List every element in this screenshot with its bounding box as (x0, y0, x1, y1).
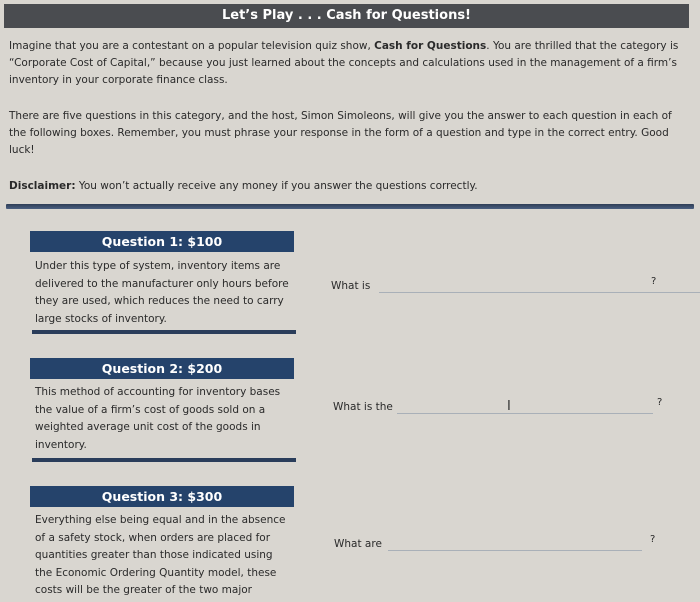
intro-text: Imagine that you are a contestant on a popular television quiz show, (9, 40, 375, 52)
answer-prompt: What are (334, 538, 382, 550)
intro-paragraph-2: There are five questions in this category, and the host, Simon Simoleons, will give you the answer to each question in each of the following boxes. Remember, you must phrase your response in the form of a question and type in the correct entry. Good luck! (9, 110, 672, 156)
page-title: Let’s Play . . . Cash for Questions! (4, 4, 689, 28)
answer-suffix: ? (650, 534, 656, 545)
answer-suffix: ? (657, 397, 663, 408)
question-1-heading: Question 1: $100 (30, 231, 294, 252)
question-1-text: Under this type of system, inventory items are delivered to the manufacturer only hours before they are used, which reduces the need to carry large stocks of inventory. (35, 260, 289, 325)
question-1-rule (32, 330, 296, 334)
answer-prompt: What is (331, 280, 371, 292)
disclaimer-text: You won’t actually receive any money if you answer the questions correctly. (75, 180, 478, 192)
question-2-rule (32, 458, 296, 462)
answer-suffix: ? (651, 276, 657, 287)
answer-input-1[interactable] (379, 292, 700, 293)
text-cursor-icon: I (507, 399, 511, 414)
disclaimer (9, 178, 681, 195)
disclaimer-label: Disclaimer: (9, 180, 76, 192)
show-name: Cash for Questions (374, 40, 487, 52)
section-divider (6, 204, 694, 209)
question-3-text: Everything else being equal and in the absence of a safety stock, when orders are placed for quantities greater than those indicated using the Economic Ordering Quantity model, these costs will be the greater of the two major (35, 514, 286, 596)
answer-input-3[interactable] (388, 550, 642, 551)
question-3-heading: Question 3: $300 (30, 486, 294, 507)
intro-text: . You are thrilled that the category is “Corporate Cost of Capital,” because you just learned about the concepts and calculations used in the management of a firm’s inventory in your corporate finance class. (9, 40, 679, 86)
question-2-heading: Question 2: $200 (30, 358, 294, 379)
intro-paragraph-1 (9, 38, 681, 89)
answer-prompt: What is the (333, 401, 393, 413)
question-2-text: This method of accounting for inventory bases the value of a firm’s cost of goods sold on a weighted average unit cost of the goods in inventory. (35, 386, 281, 451)
answer-input-2[interactable] (397, 413, 653, 414)
